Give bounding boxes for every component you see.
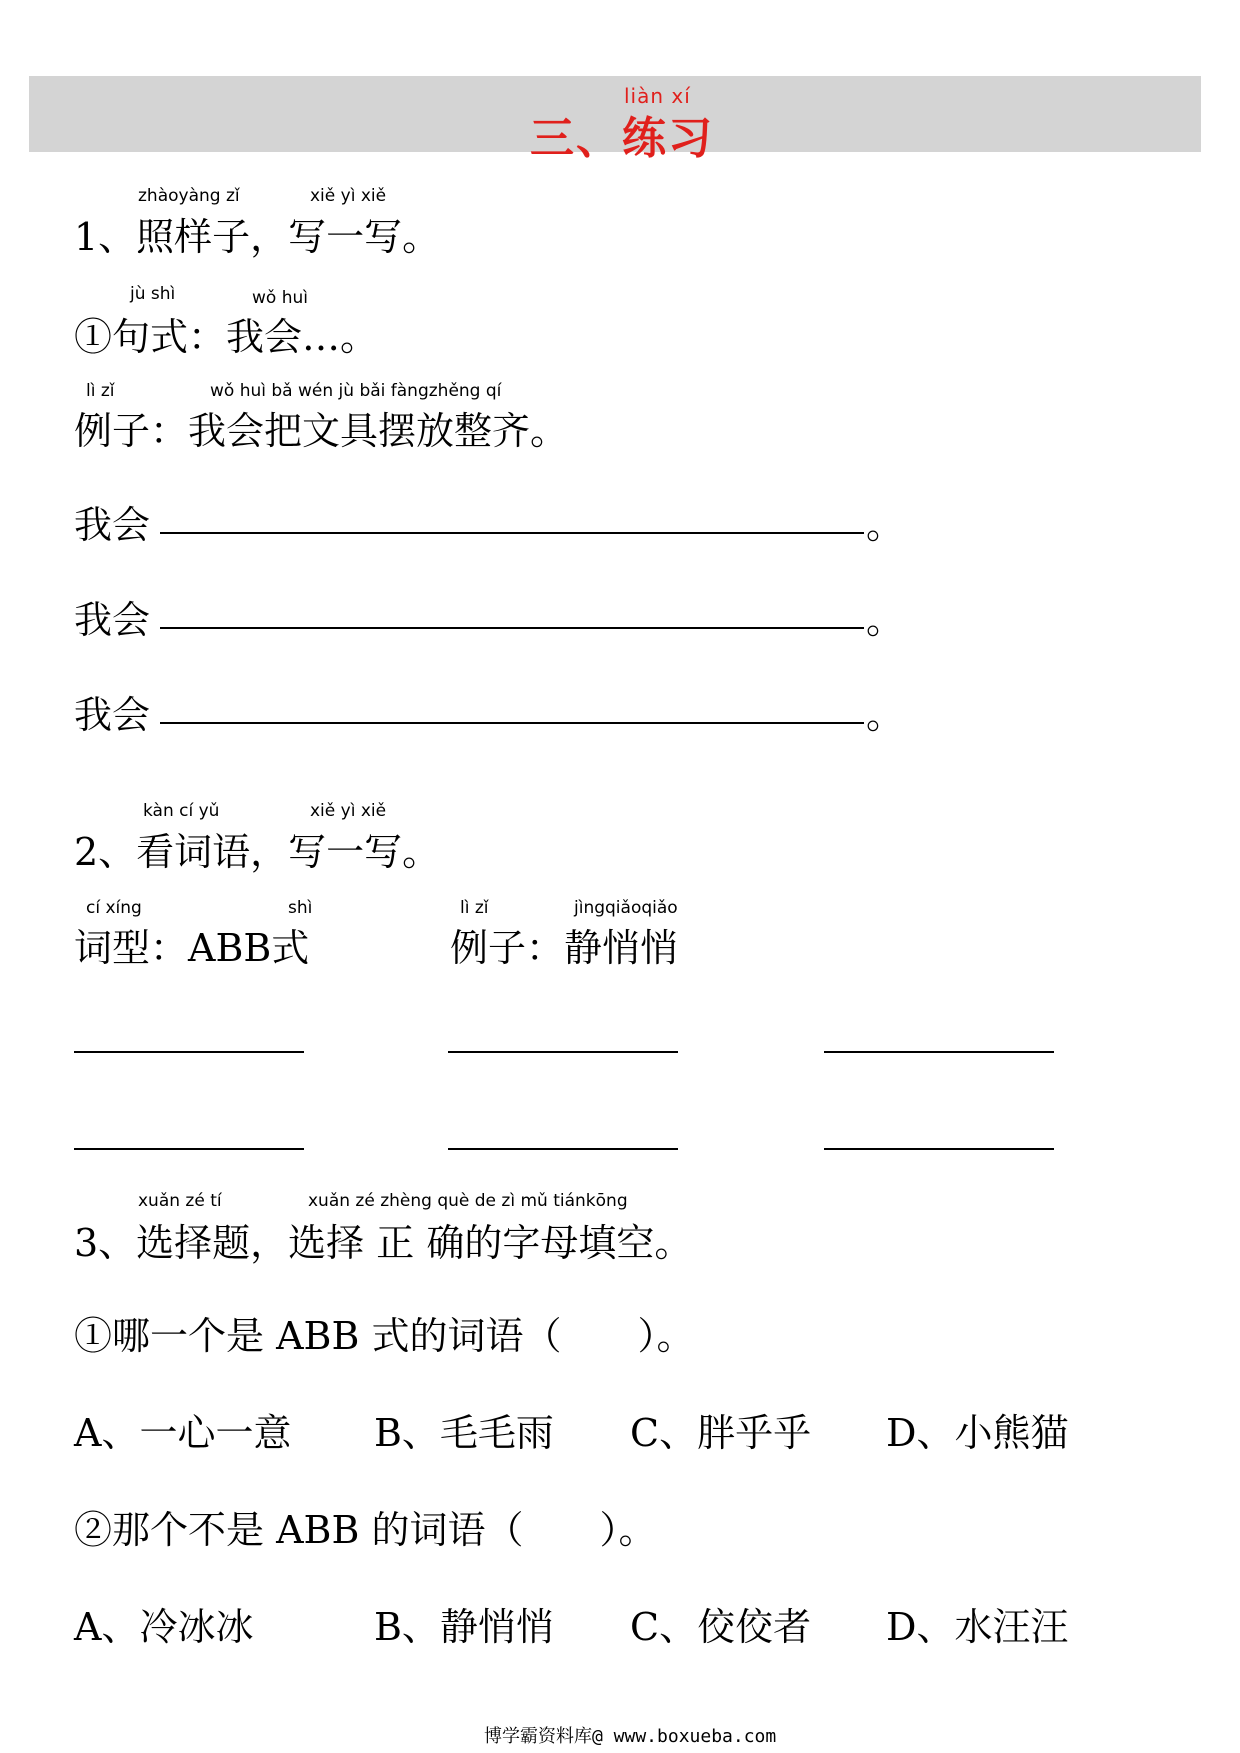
q2-type-pinyin-cixing: cí xíng xyxy=(86,898,142,918)
q3-title: 3、选择题，选择 正 确的字母填空。 xyxy=(74,1221,693,1265)
q2-answer-line[interactable] xyxy=(448,1148,678,1150)
title-pinyin: liàn xí xyxy=(624,84,691,108)
q3-sub1-option-c[interactable]: C、胖乎乎 xyxy=(630,1411,812,1455)
q3-sub2-option-b[interactable]: B、静悄悄 xyxy=(374,1605,554,1649)
q2-pinyin-xieyixie: xiě yì xiě xyxy=(310,801,387,821)
q2-answer-line[interactable] xyxy=(74,1148,304,1150)
q2-answer-line[interactable] xyxy=(448,1051,678,1053)
page-title: 三、练习 xyxy=(530,113,714,164)
q3-sub2: ②那个不是 ABB 的词语（ ）。 xyxy=(74,1508,657,1552)
q2-answer-line[interactable] xyxy=(824,1051,1054,1053)
q1-example: 例子：我会把文具摆放整齐。 xyxy=(74,409,569,453)
q3-pinyin-instruction: xuǎn zé zhèng què de zì mǔ tiánkōng xyxy=(308,1191,628,1211)
q1-blank-prefix: 我会 xyxy=(74,598,151,642)
q1-blank-prefix: 我会 xyxy=(74,503,151,547)
q1-example-pinyin-sentence: wǒ huì bǎ wén jù bǎi fàngzhěng qí xyxy=(210,381,502,401)
q1-blank-suffix: 。 xyxy=(866,693,905,737)
q1-blank-prefix: 我会 xyxy=(74,693,151,737)
q2-example-pinyin-word: jìngqiǎoqiǎo xyxy=(574,898,678,918)
q3-sub1-option-d[interactable]: D、小熊猫 xyxy=(886,1411,1069,1455)
q1-blank-line[interactable] xyxy=(160,722,864,724)
q1-title: 1、照样子，写一写。 xyxy=(74,215,441,259)
q1-blank-suffix: 。 xyxy=(866,598,905,642)
q1-pinyin-xieyixie: xiě yì xiě xyxy=(310,186,387,206)
footer-watermark: 博学霸资料库@ www.boxueba.com xyxy=(484,1726,777,1747)
q1-item1-pinyin-wohui: wǒ huì xyxy=(252,288,308,308)
q2-example-label: 例子：静悄悄 xyxy=(450,926,679,970)
q3-sub1: ①哪一个是 ABB 式的词语（ ）。 xyxy=(74,1314,695,1358)
q2-answer-line[interactable] xyxy=(74,1051,304,1053)
q2-pinyin-kanciyu: kàn cí yǔ xyxy=(143,801,220,821)
q2-title: 2、看词语，写一写。 xyxy=(74,830,441,874)
q3-sub1-option-a[interactable]: A、一心一意 xyxy=(74,1411,292,1455)
q1-item1-pinyin-jushi: jù shì xyxy=(130,284,176,304)
q3-sub2-option-d[interactable]: D、水汪汪 xyxy=(886,1605,1069,1649)
q1-blank-line[interactable] xyxy=(160,627,864,629)
q1-blank-suffix: 。 xyxy=(866,503,905,547)
q3-pinyin-xuanzeti: xuǎn zé tí xyxy=(138,1191,222,1211)
q3-sub2-option-a[interactable]: A、冷冰冰 xyxy=(74,1605,254,1649)
q2-type-pinyin-shi: shì xyxy=(288,898,313,918)
q2-answer-line[interactable] xyxy=(824,1148,1054,1150)
q1-blank-line[interactable] xyxy=(160,532,864,534)
q1-pinyin-zhaoyangzi: zhàoyàng zǐ xyxy=(138,186,240,206)
q2-type-label: 词型：ABB式 xyxy=(74,926,310,970)
q1-item1: ①句式：我会…。 xyxy=(74,315,379,359)
q1-example-pinyin-lizi: lì zǐ xyxy=(86,381,115,401)
q3-sub2-option-c[interactable]: C、佼佼者 xyxy=(630,1605,812,1649)
q2-example-pinyin-lizi: lì zǐ xyxy=(460,898,489,918)
q3-sub1-option-b[interactable]: B、毛毛雨 xyxy=(374,1411,554,1455)
